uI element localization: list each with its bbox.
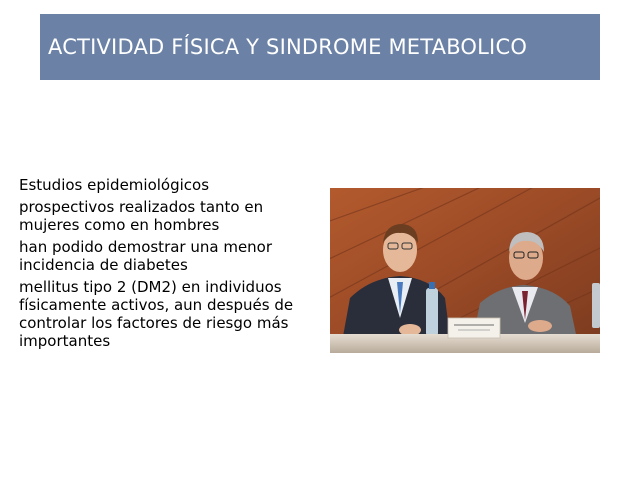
title-bar [40,14,600,80]
water-bottle [426,288,438,336]
photo-two-men-at-table [330,188,600,353]
body-text [19,176,319,354]
paragraph-2 [19,198,319,234]
photo-illustration [330,188,600,353]
water-bottle-2 [592,283,600,328]
paragraph-2-text: prospectivos realizados tanto en mujeres como en hombres [19,198,264,234]
paragraph-4 [19,278,319,350]
paragraph-1-text: Estudios epidemiológicos [19,176,210,194]
paragraph-3-text: han podido demostrar una menor incidencia de diabetes [19,238,273,274]
paragraph-4-text: mellitus tipo 2 (DM2) en individuos físicamente activos, aun después de controlar los factores de riesgo más importantes [19,278,294,350]
slide-title: ACTIVIDAD FÍSICA Y SINDROME METABOLICO [48,35,528,59]
paragraph-1 [19,176,319,194]
bottle-cap [429,282,435,289]
right-man-hands [528,320,552,332]
paragraph-3 [19,238,319,274]
name-plate [448,318,500,338]
